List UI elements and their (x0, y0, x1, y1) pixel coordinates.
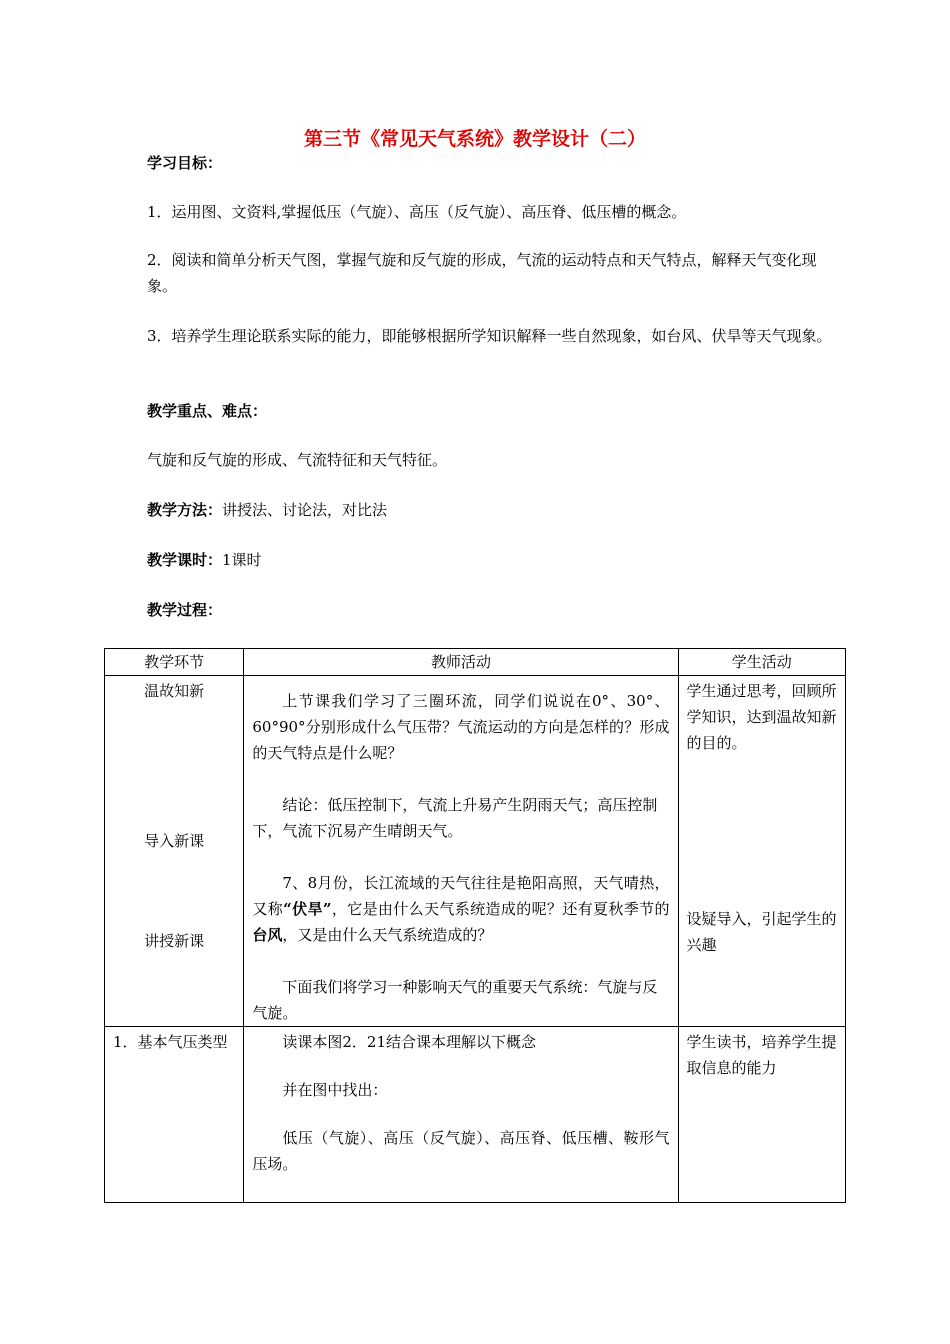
stage-intro: 导入新课 (144, 832, 205, 850)
teacher-row2-para-3: 低压（气旋）、高压（反气旋）、高压脊、低压槽、鞍形气压场。 (252, 1129, 670, 1173)
teacher-para-3-text-b: ，它是由什么天气系统造成的呢？还有夏秋季节的 (331, 900, 670, 918)
teacher-row2-para-2: 并在图中找出： (282, 1081, 388, 1099)
teacher-para-3-text-c: ，又是由什么天气系统造成的？ (282, 926, 493, 944)
teacher-para-3-emph-1: “伏旱” (283, 900, 332, 918)
hours-text: 1课时 (222, 551, 262, 569)
key-points-heading: 教学重点、难点： (147, 402, 268, 420)
methods-text: 讲授法、讨论法，对比法 (222, 501, 388, 519)
teacher-para-2: 结论：低压控制下，气流上升易产生阴雨天气；高压控制下，气流下沉易产生晴朗天气。 (252, 796, 658, 840)
document-title: 第三节《常见天气系统》教学设计（二） (303, 128, 646, 150)
student-note-1: 学生通过思考，回顾所学知识，达到温故知新的目的。 (686, 682, 837, 752)
teacher-para-3 (252, 870, 669, 948)
table-header-row (105, 649, 846, 676)
teacher-para-4: 下面我们将学习一种影响天气的重要天气系统：气旋与反气旋。 (252, 978, 658, 1022)
table-row (105, 676, 846, 1027)
teacher-cell (244, 676, 678, 1027)
process-heading: 教学过程： (147, 601, 223, 619)
stage-cell (105, 676, 244, 1027)
teacher-para-1: 上节课我们学习了三圈环流，同学们说说在0°、30°、60°90°分别形成什么气压带？气流运动的方向是怎样的？形成的天气特点是什么呢？ (252, 692, 670, 762)
header-student: 学生活动 (678, 649, 845, 676)
teacher-para-3-text-a: 7、8月份，长江流域的天气往往是艳阳高照，天气晴热，又称 (252, 874, 670, 918)
stage-cell-2 (105, 1027, 244, 1203)
table-row (105, 1027, 846, 1203)
hours-label: 教学课时： (147, 551, 223, 569)
stage-review: 温故知新 (144, 682, 205, 700)
teacher-cell-2 (244, 1027, 678, 1203)
hours-line (147, 547, 837, 573)
objective-item-2: 2．阅读和简单分析天气图，掌握气旋和反气旋的形成，气流的运动特点和天气特点，解释天气变化现象。 (147, 251, 817, 295)
objective-item-3: 3．培养学生理论联系实际的能力，即能够根据所学知识解释一些自然现象，如台风、伏旱等天气现象。 (147, 327, 832, 345)
student-cell-2 (678, 1027, 845, 1203)
student-note-2: 设疑导入，引起学生的兴趣 (686, 910, 837, 954)
objectives-heading: 学习目标： (147, 154, 223, 172)
header-stage: 教学环节 (105, 649, 244, 676)
stage-basic-types: 1．基本气压类型 (113, 1033, 228, 1051)
objective-item-1: 1．运用图、文资料,掌握低压（气旋）、高压（反气旋）、高压脊、低压槽的概念。 (147, 203, 687, 221)
methods-label: 教学方法： (147, 501, 223, 519)
student-row2-note: 学生读书，培养学生提取信息的能力 (686, 1033, 837, 1077)
process-table (104, 648, 846, 1203)
student-cell (678, 676, 845, 1027)
teacher-row2-para-1: 读课本图2．21结合课本理解以下概念 (282, 1033, 537, 1051)
header-teacher: 教师活动 (244, 649, 678, 676)
methods-line (147, 497, 837, 523)
teacher-para-3-emph-2: 台风 (252, 926, 283, 944)
stage-teach: 讲授新课 (144, 932, 205, 950)
key-points-text: 气旋和反气旋的形成、气流特征和天气特征。 (147, 451, 448, 469)
